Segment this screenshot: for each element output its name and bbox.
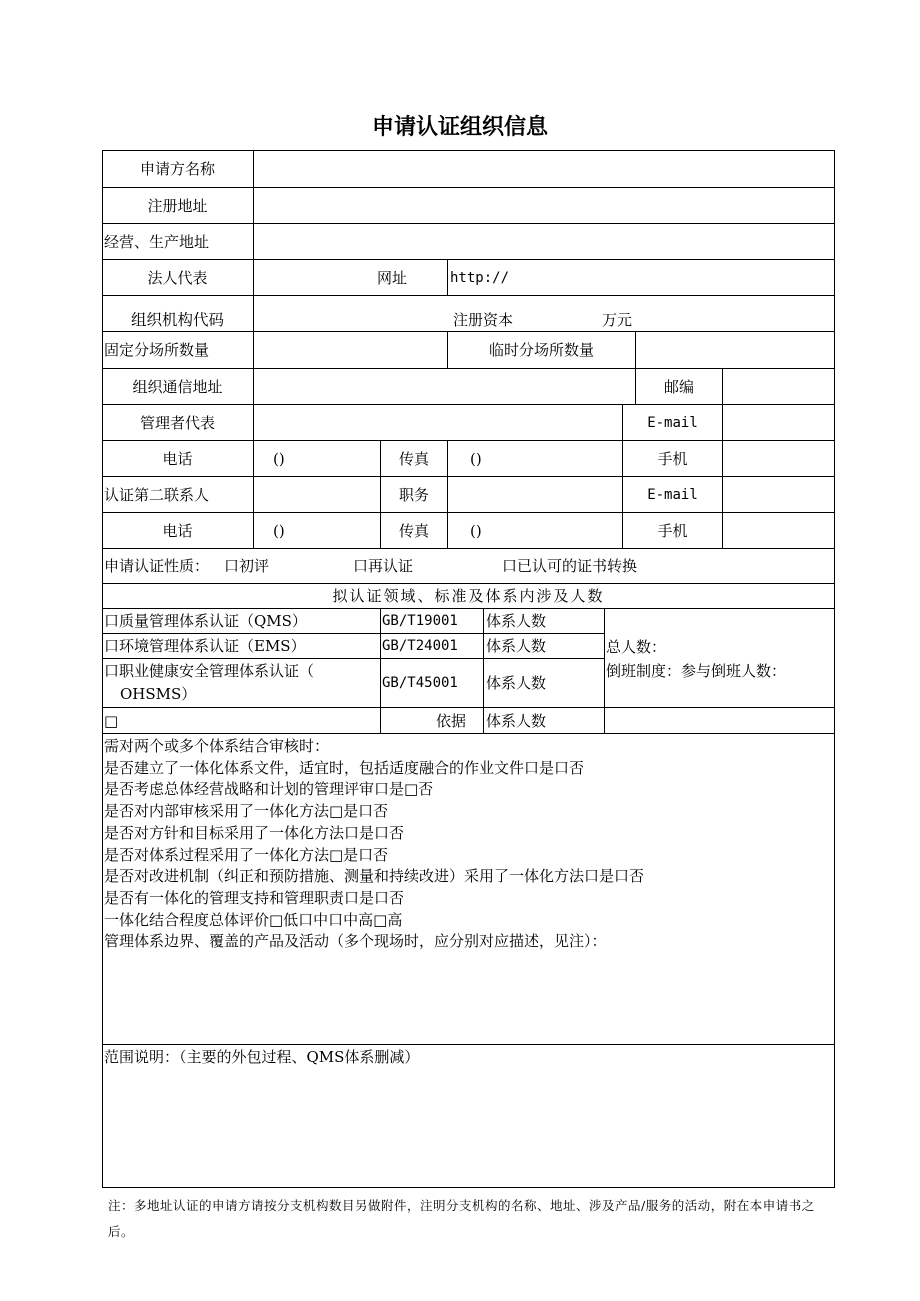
integration-line: 管理体系边界、覆盖的产品及活动（多个现场时，应分别对应描述，见注）： (104, 932, 607, 951)
website-value[interactable]: http:// (450, 269, 510, 286)
label-fax: 传真 (398, 449, 429, 468)
fax-area-code-2[interactable]: () (470, 521, 482, 540)
people-ohsms: 体系人数 (486, 674, 547, 692)
label-org-code: 组织机构代码 (130, 311, 224, 329)
system-ohsms[interactable]: 口职业健康安全管理体系认证（ (104, 662, 315, 680)
label-phone: 电话 (162, 449, 193, 468)
system-ohsms-cont: OHSMS） (120, 685, 197, 703)
label-capital-unit: 万元 (602, 311, 633, 329)
integration-line: 需对两个或多个体系结合审核时： (104, 737, 330, 755)
label-mgmt-rep: 管理者代表 (139, 413, 215, 432)
label-mailing-address: 组织通信地址 (132, 377, 223, 396)
label-email: E-mail (647, 414, 698, 431)
label-cert-nature: 申请认证性质： (104, 557, 210, 575)
integration-line[interactable]: 是否对改进机制（纠正和预防措施、测量和持续改进）采用了一体化方法口是口否 (104, 867, 645, 886)
label-business-address: 经营、生产地址 (104, 232, 210, 251)
fax-area-code[interactable]: () (470, 449, 482, 468)
label-legal-rep: 法人代表 (147, 268, 208, 287)
row-divider (102, 548, 835, 549)
row-divider (102, 733, 835, 734)
people-other: 体系人数 (486, 711, 547, 730)
label-temp-sites: 临时分场所数量 (488, 341, 594, 359)
std-qms: GB/T19001 (382, 613, 458, 629)
std-ohsms: GB/T45001 (382, 675, 458, 691)
integration-line[interactable]: 是否对方针和目标采用了一体化方法口是口否 (104, 823, 405, 842)
people-qms: 体系人数 (486, 612, 547, 630)
integration-line[interactable]: 是否有一体化的管理支持和管理职责口是口否 (104, 888, 405, 907)
label-phone-2: 电话 (162, 521, 193, 540)
option-initial[interactable]: 口初评 (224, 557, 270, 575)
col-divider (380, 608, 381, 733)
col-divider (722, 368, 723, 404)
label-email-2: E-mail (647, 486, 698, 503)
scope-note: 范围说明：（主要的外包过程、QMS体系删减） (104, 1048, 420, 1066)
row-divider (102, 1044, 835, 1045)
label-website: 网址 (377, 268, 408, 287)
option-recert[interactable]: 口再认证 (353, 557, 414, 575)
col-divider (483, 608, 484, 733)
integration-block (104, 736, 644, 953)
label-applicant-name: 申请方名称 (139, 160, 215, 178)
system-qms[interactable]: 口质量管理体系认证（QMS） (104, 612, 307, 630)
label-registered-capital: 注册资本 (453, 311, 514, 329)
people-ems: 体系人数 (486, 637, 547, 655)
option-transfer[interactable]: 口已认可的证书转换 (502, 557, 638, 575)
label-position: 职务 (398, 485, 429, 504)
label-mobile-2: 手机 (657, 521, 688, 540)
std-ems: GB/T24001 (382, 638, 458, 654)
label-second-contact: 认证第二联系人 (104, 485, 210, 504)
phone-area-code-2[interactable]: () (273, 521, 285, 540)
phone-area-code[interactable]: () (273, 449, 285, 468)
system-other[interactable]: □ (104, 711, 119, 730)
applicant-name-field[interactable] (254, 151, 834, 187)
shift-system: 倒班制度：参与倒班人数： (606, 662, 787, 680)
col-divider (447, 440, 448, 548)
row-divider (102, 295, 835, 296)
col-divider (635, 331, 636, 368)
total-people: 总人数： (606, 638, 667, 656)
page-title: 申请认证组织信息 (371, 115, 548, 140)
integration-line[interactable]: 是否对体系过程采用了一体化方法□是口否 (104, 845, 389, 864)
integration-line[interactable]: 是否建立了一体化体系文件，适宜时，包括适度融合的作业文件口是口否 (104, 758, 585, 777)
col-divider (722, 404, 723, 548)
label-fax-2: 传真 (398, 521, 429, 540)
registered-address-field[interactable] (254, 188, 834, 223)
business-address-field[interactable] (254, 224, 834, 259)
integration-line[interactable]: 一体化结合程度总体评价□低口中口中高□高 (104, 910, 403, 929)
scope-header: 拟认证领域、标准及体系内涉及人数 (332, 587, 605, 605)
system-ems[interactable]: 口环境管理体系认证（EMS） (104, 637, 306, 655)
label-mobile: 手机 (657, 449, 688, 468)
integration-line[interactable]: 是否考虑总体经营战略和计划的管理评审口是□否 (104, 780, 434, 799)
integration-line[interactable]: 是否对内部审核采用了一体化方法□是口否 (104, 802, 389, 821)
label-fixed-sites: 固定分场所数量 (104, 341, 210, 359)
row-divider (102, 707, 835, 708)
std-other: 依据 (436, 711, 467, 730)
label-registered-address: 注册地址 (147, 196, 208, 215)
col-divider (604, 608, 605, 733)
col-divider (447, 259, 448, 295)
label-postcode: 邮编 (663, 377, 694, 396)
footnote: 注：多地址认证的申请方请按分支机构数目另做附件，注明分支机构的名称、地址、涉及产品/服务的活动，附在本申请书之后。 (108, 1198, 815, 1239)
